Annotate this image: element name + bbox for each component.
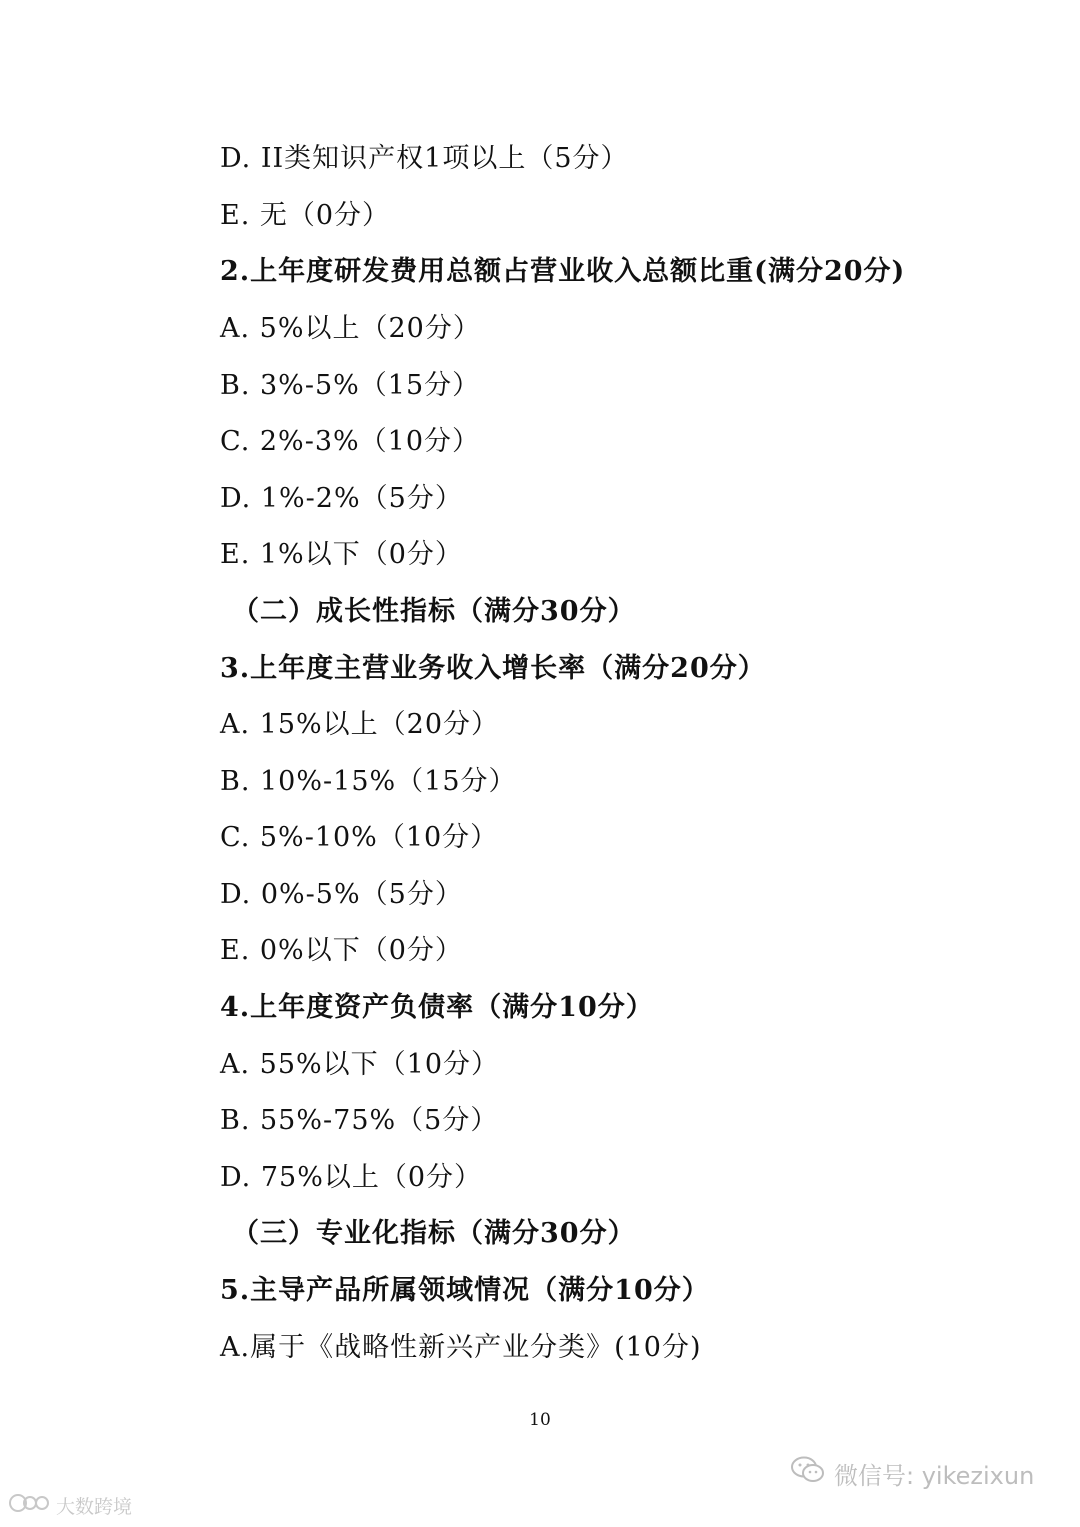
line-18: B. 55%-75%（5分） <box>220 1105 499 1136</box>
heading-4: 4.上年度资产负债率（满分10分） <box>220 992 654 1023</box>
section-heading-2: （二）成长性指标（满分30分） <box>232 596 636 627</box>
line-8: E. 1%以下（0分） <box>220 539 463 570</box>
section-heading-3: （三）专业化指标（满分30分） <box>232 1218 636 1249</box>
heading-5: 5.主导产品所属领域情况（满分10分） <box>220 1275 710 1306</box>
line-13: C. 5%-10%（10分） <box>220 822 499 853</box>
line-19: D. 75%以上（0分） <box>220 1162 483 1193</box>
heading-3: 3.上年度主营业务收入增长率（满分20分） <box>220 653 766 684</box>
line-7: D. 1%-2%（5分） <box>220 483 463 514</box>
line-12: B. 10%-15%（15分） <box>220 766 517 797</box>
line-17: A. 55%以下（10分） <box>220 1049 500 1080</box>
brand-watermark <box>8 1490 132 1520</box>
line-2: E. 无（0分） <box>220 200 391 231</box>
heading-2: 2.上年度研发费用总额占营业收入总额比重(满分20分) <box>220 256 906 287</box>
wechat-watermark <box>790 1455 1034 1491</box>
line-15: E. 0%以下（0分） <box>220 935 463 966</box>
line-14: D. 0%-5%（5分） <box>220 879 463 910</box>
line-1: D. II类知识产权1项以上（5分） <box>220 143 629 174</box>
wechat-icon <box>790 1455 826 1491</box>
line-11: A. 15%以上（20分） <box>220 709 500 740</box>
wechat-watermark-text: 微信号: yikezixun <box>834 1461 1035 1490</box>
line-5: B. 3%-5%（15分） <box>220 370 481 401</box>
brand-watermark-text: 大数跨境 <box>56 1495 133 1518</box>
brand-logo-icon <box>8 1491 52 1520</box>
line-22: A.属于《战略性新兴产业分类》(10分) <box>220 1332 702 1363</box>
page-number: 10 <box>529 1410 551 1430</box>
line-4: A. 5%以上（20分） <box>220 313 481 344</box>
line-6: C. 2%-3%（10分） <box>220 426 481 457</box>
